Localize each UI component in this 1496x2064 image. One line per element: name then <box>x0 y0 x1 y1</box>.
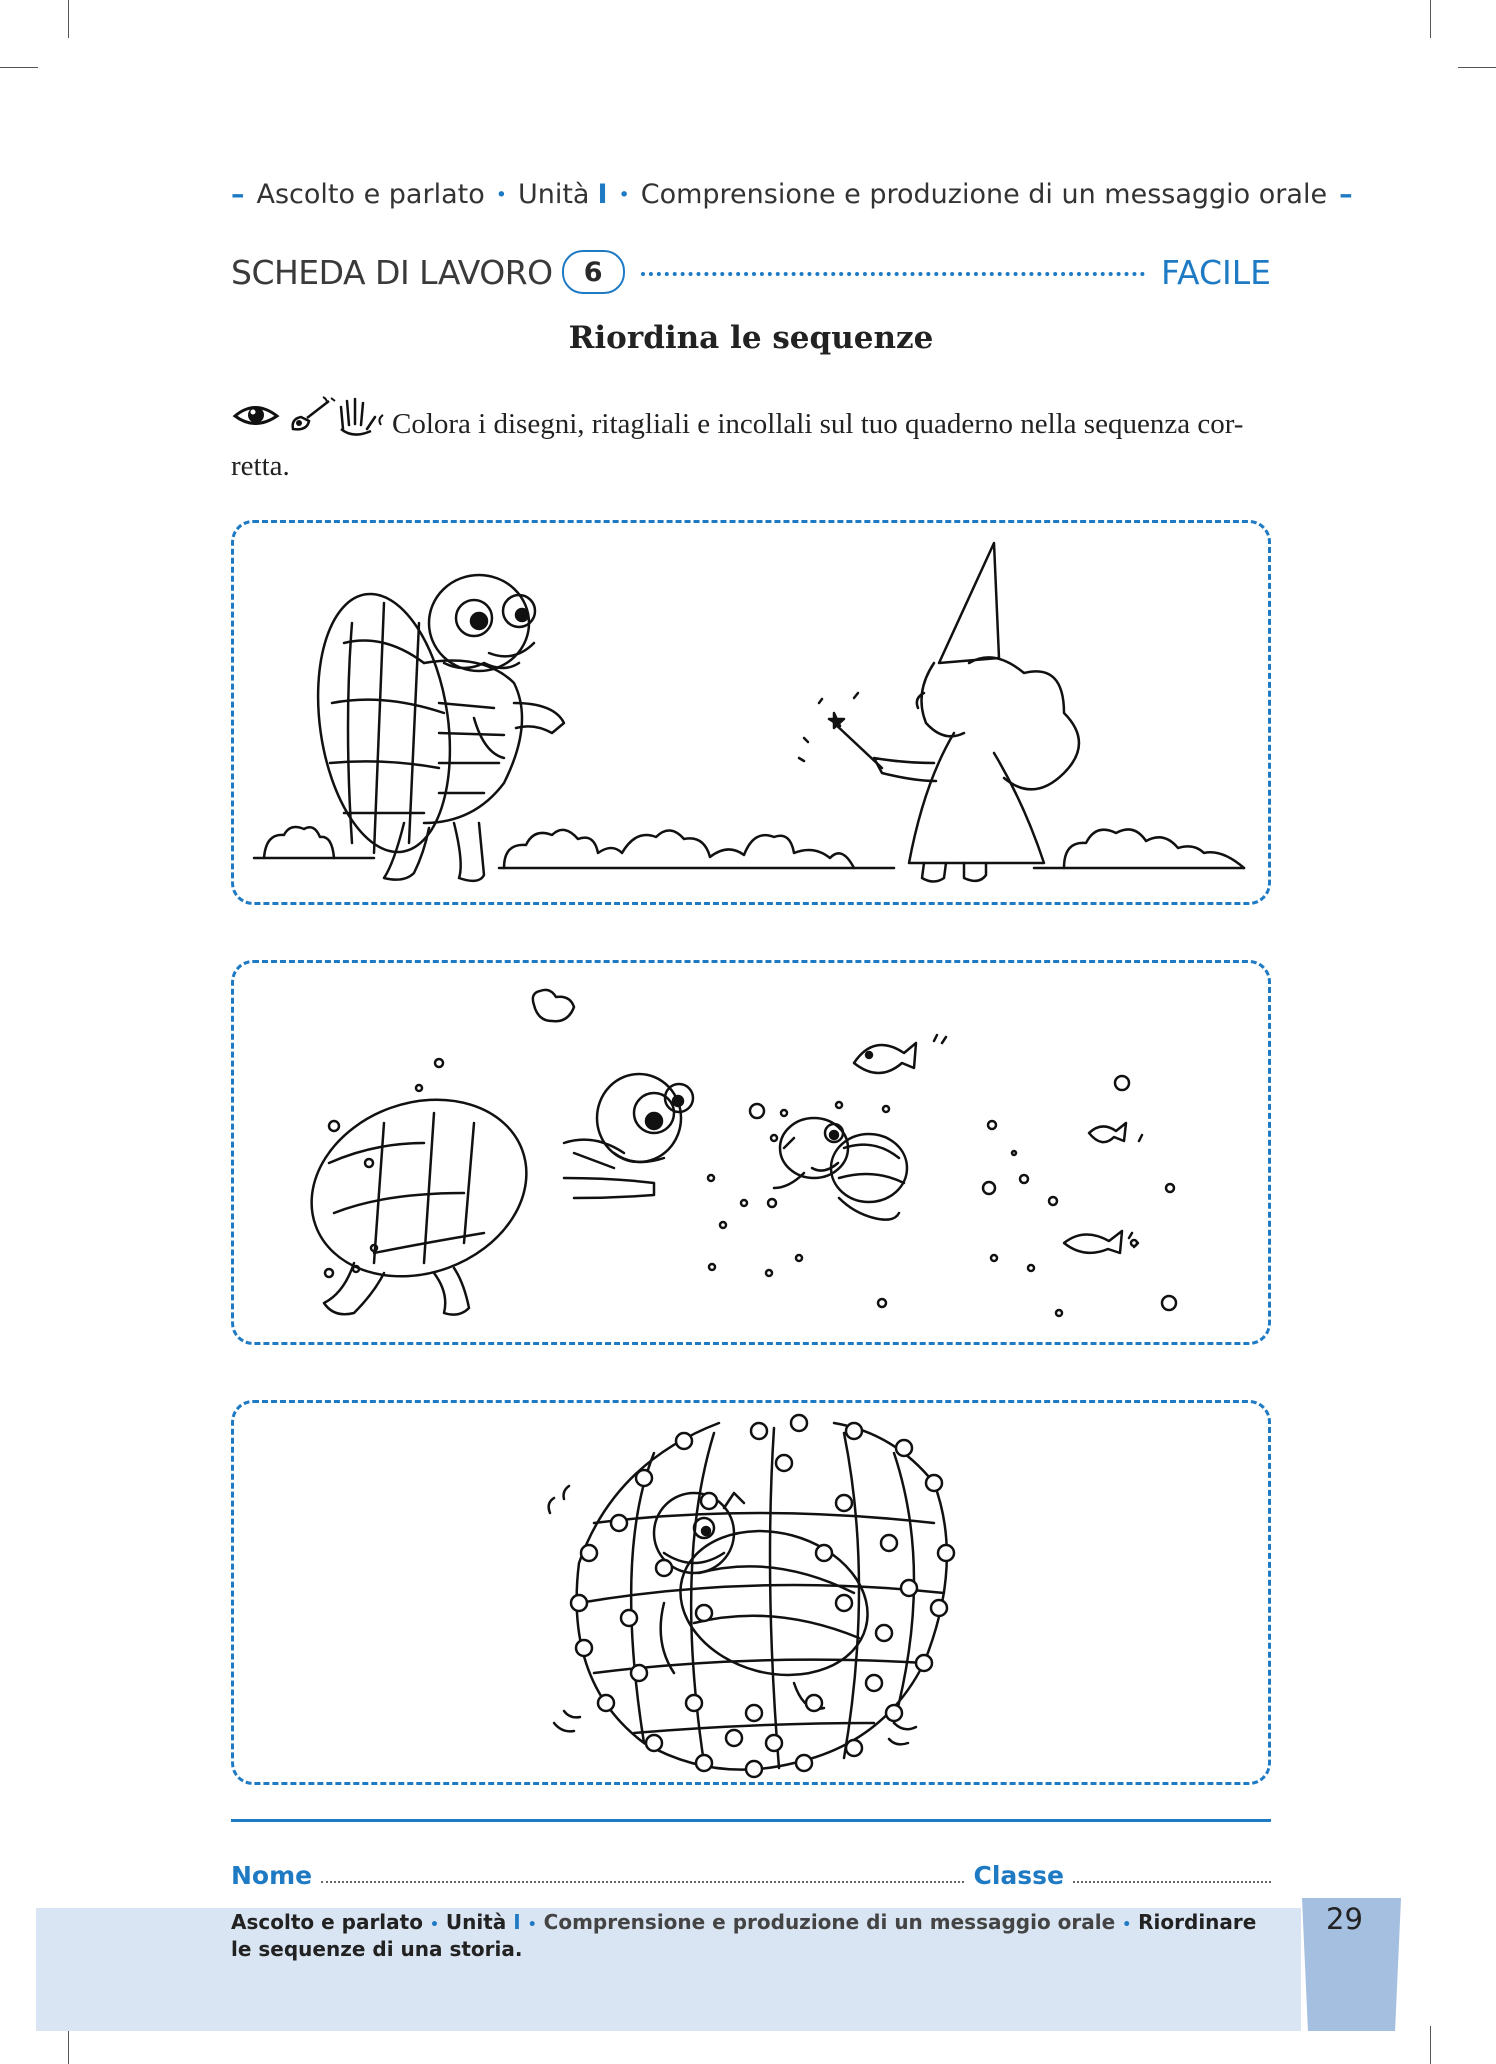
footer-topic: Comprensione e produzione di un messaggio orale <box>543 1910 1116 1934</box>
sequence-panel-2[interactable] <box>231 960 1271 1345</box>
small-fish <box>533 990 574 1021</box>
instruction-icons <box>231 395 389 447</box>
breadcrumb-dash: – <box>231 179 245 210</box>
breadcrumb-topic: Comprensione e produzione di un messaggio orale <box>640 179 1328 210</box>
crop-mark <box>68 2026 69 2064</box>
divider <box>231 1819 1271 1822</box>
instruction-text: Colora i disegni, ritagliali e incollali sul tuo quaderno nella sequenza cor-retta. <box>231 408 1244 482</box>
difficulty-level: FACILE <box>1161 252 1271 292</box>
breadcrumb <box>231 179 1353 210</box>
breadcrumb-section: Ascolto e parlato <box>256 179 485 210</box>
hand-icon <box>341 399 383 435</box>
footer-unit: Unità <box>445 1910 507 1934</box>
magic-wand-star <box>829 713 844 728</box>
underwater-illustration <box>234 963 1274 1348</box>
crop-mark <box>1458 67 1496 68</box>
instruction <box>231 395 1271 485</box>
sequence-panel-3[interactable] <box>231 1400 1271 1785</box>
crop-mark <box>0 67 38 68</box>
student-info-row <box>231 1854 1271 1890</box>
dotted-leader <box>641 272 1145 276</box>
sequence-panel-1[interactable] <box>231 520 1271 905</box>
fish <box>1089 1123 1126 1142</box>
crop-mark <box>68 0 69 38</box>
sheet-number-badge: 6 <box>562 250 625 294</box>
sheet-title: SCHEDA DI LAVORO <box>231 252 553 292</box>
turtle-net-illustration <box>234 1403 1274 1788</box>
sheet-header <box>231 243 1271 301</box>
crop-mark <box>1430 2026 1431 2064</box>
witch-hat <box>939 543 999 663</box>
footer-objective: Riordinare le sequenze di una storia. <box>231 1910 1257 1961</box>
fish <box>854 1043 916 1073</box>
page-number: 29 <box>1326 1902 1363 1936</box>
bullet-separator: • <box>527 1917 537 1933</box>
footer-unit-number: I <box>513 1910 521 1934</box>
name-field[interactable] <box>321 1881 964 1883</box>
bullet-separator: • <box>1122 1917 1132 1933</box>
name-label: Nome <box>231 1861 313 1890</box>
bullet-separator: • <box>618 183 630 206</box>
footer-description <box>231 1910 1271 1961</box>
crop-mark <box>1430 0 1431 38</box>
page-title: Riordina le sequenze <box>568 320 934 356</box>
breadcrumb-unit: Unità <box>517 179 590 210</box>
class-label: Classe <box>973 1861 1064 1890</box>
footer-section: Ascolto e parlato <box>231 1910 423 1934</box>
breadcrumb-dash: – <box>1339 179 1353 210</box>
class-field[interactable] <box>1073 1881 1271 1883</box>
brush-icon <box>293 397 335 429</box>
fish <box>1064 1231 1122 1253</box>
bullet-separator: • <box>429 1917 439 1933</box>
bullet-separator: • <box>495 183 507 206</box>
turtle-witch-illustration <box>234 523 1274 908</box>
eye-icon <box>235 407 277 424</box>
breadcrumb-unit-number: I <box>597 179 608 210</box>
